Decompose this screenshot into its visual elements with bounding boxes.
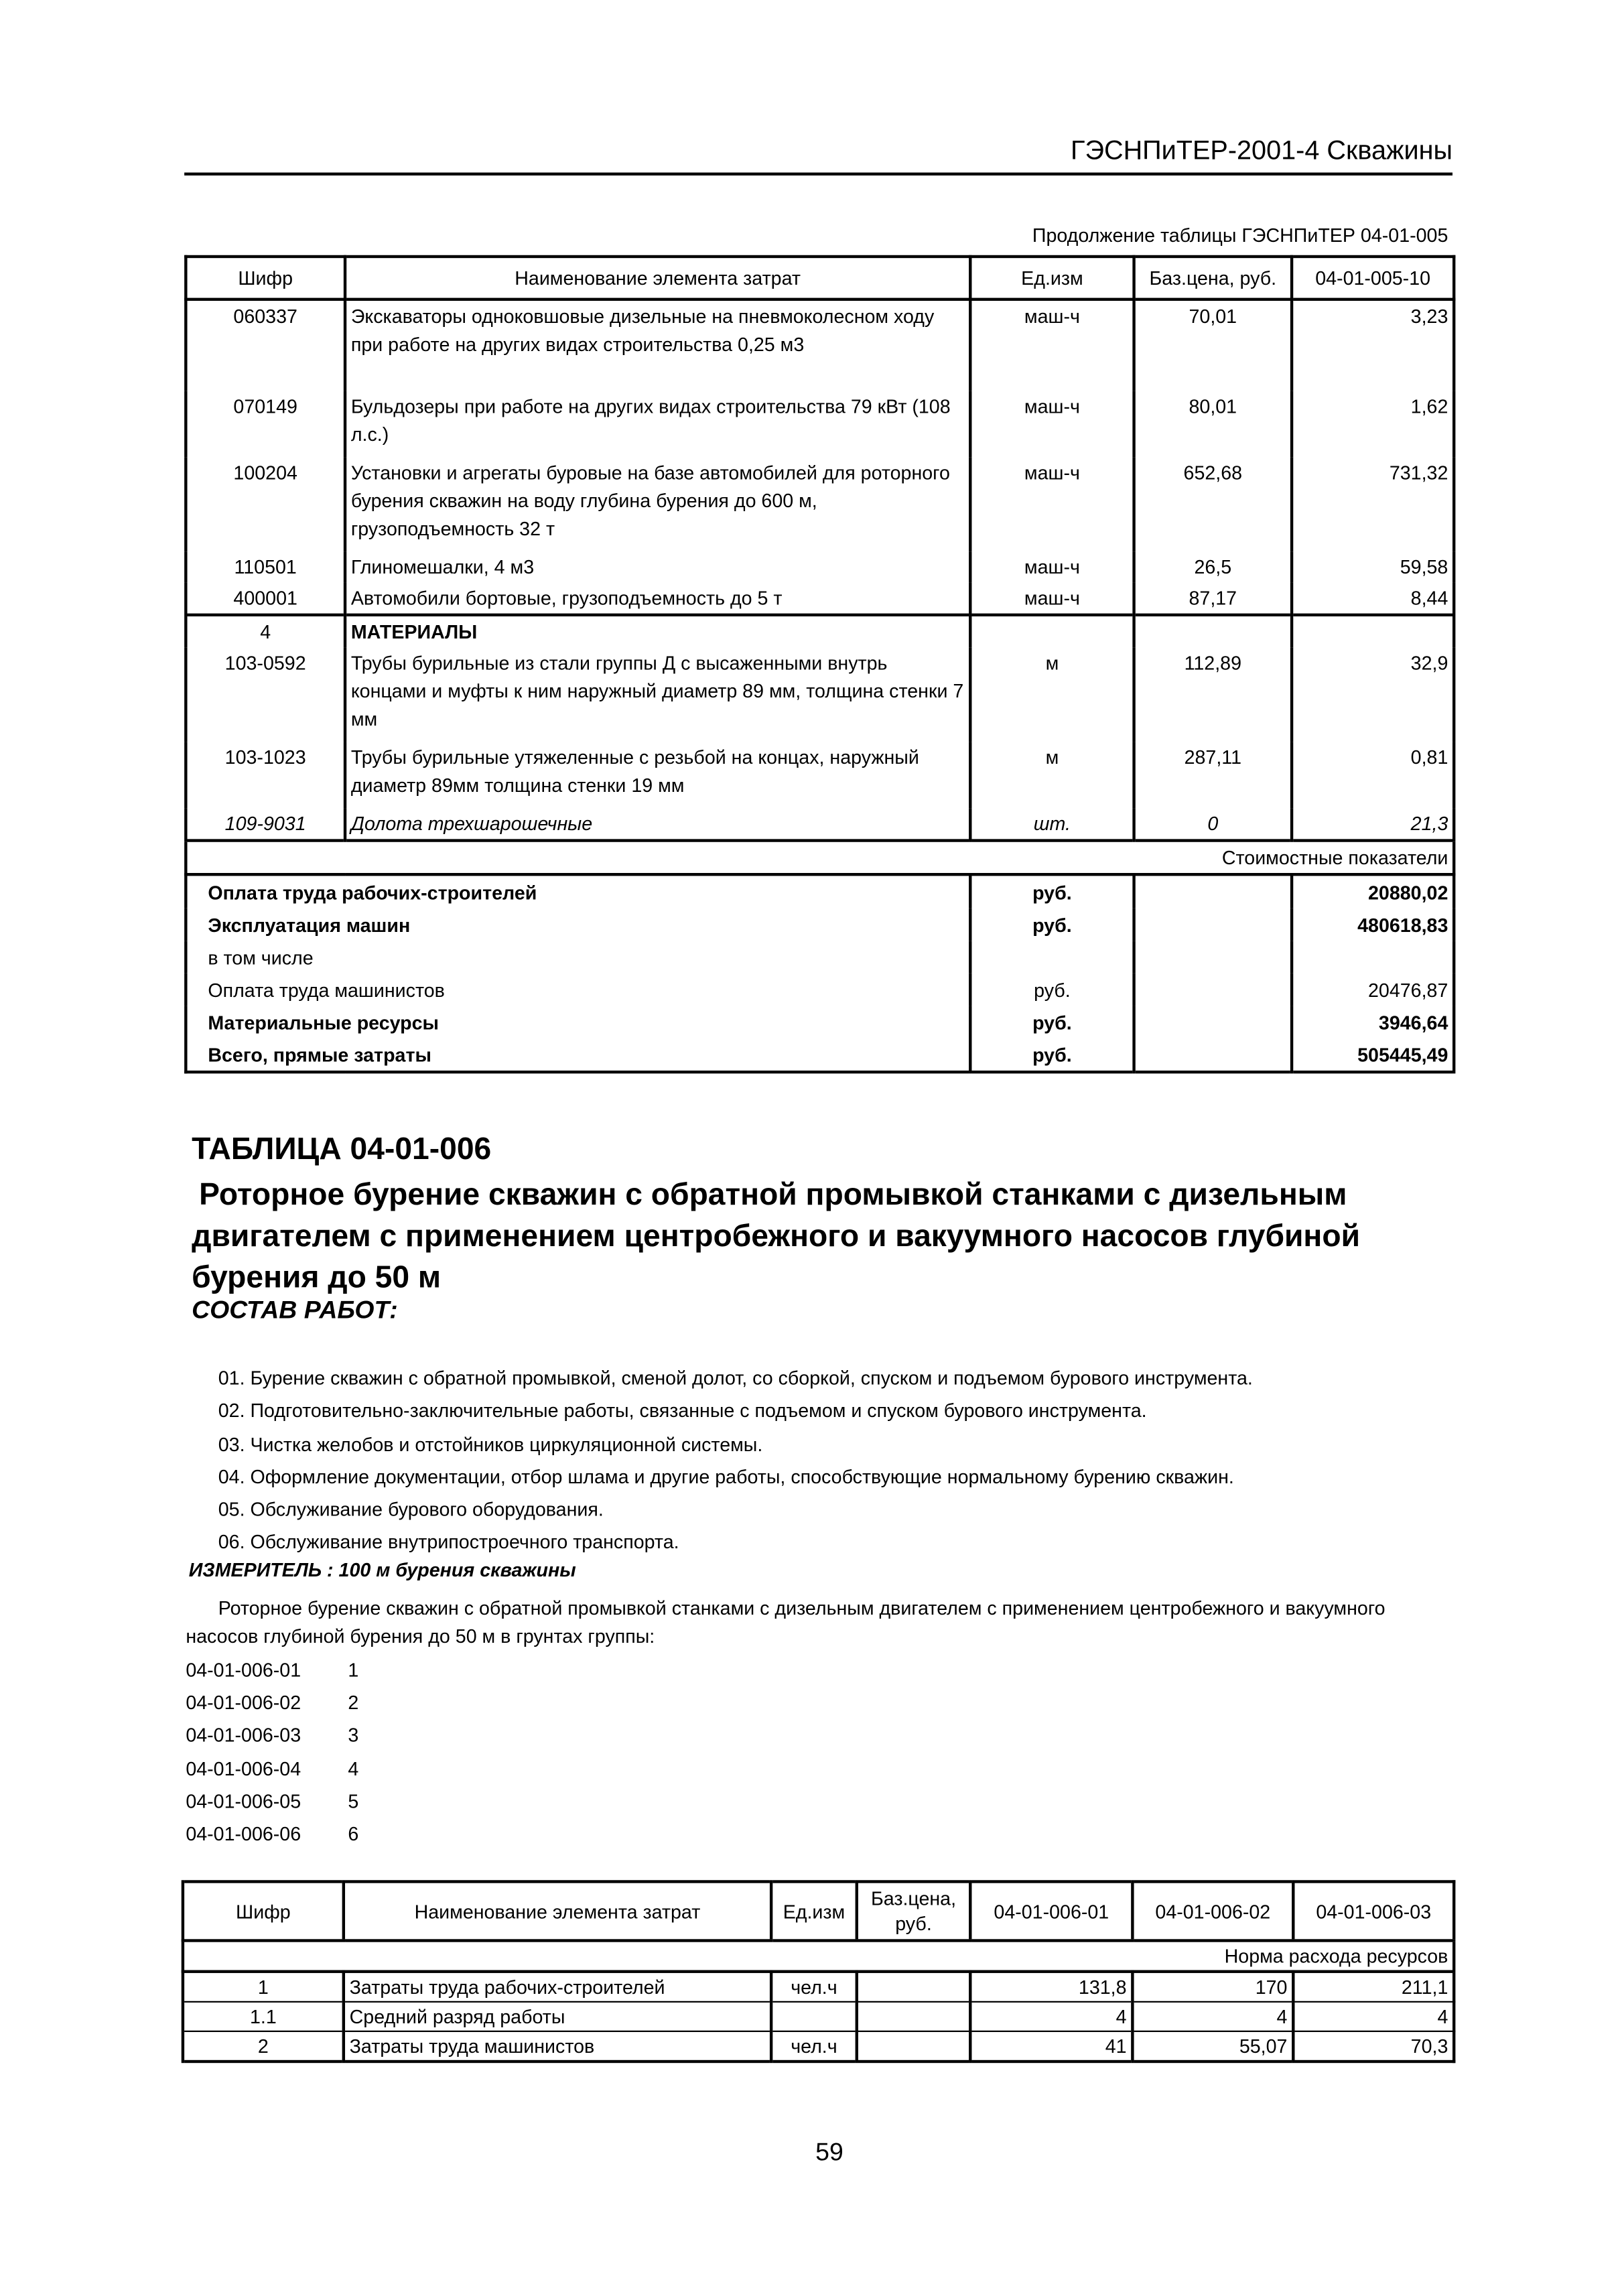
price-cell: 70,01 — [1134, 299, 1292, 391]
summary-price — [1134, 874, 1292, 908]
value-cell: 131,8 — [970, 1972, 1132, 2002]
resource-table-04-01-005 — [184, 255, 1455, 1074]
code-number: 04-01-006-05 — [186, 1789, 301, 1812]
summary-price — [1134, 908, 1292, 941]
summary-value: 480618,83 — [1292, 908, 1454, 941]
name-cell: Трубы бурильные утяжеленные с резьбой на концах, наружный диаметр 89мм толщина стенки 19 мм — [345, 742, 970, 808]
table-row — [186, 647, 1454, 742]
work-item: 01. Бурение скважин с обратной промывкой, сменой долот, со сборкой, спуском и подъемом бурового инструмента. — [218, 1367, 1253, 1390]
value-cell: 0,81 — [1292, 742, 1454, 808]
code-cell: 110501 — [186, 551, 345, 582]
summary-label: Оплата труда рабочих-строителей — [208, 882, 537, 904]
value-cell: 32,9 — [1292, 647, 1454, 742]
name-cell: МАТЕРИАЛЫ — [345, 615, 970, 647]
soil-group: 4 — [348, 1757, 359, 1779]
column-header: Шифр — [183, 1881, 344, 1940]
table-row — [186, 582, 1454, 614]
code-cell: 109-9031 — [186, 808, 345, 840]
header-rule — [184, 173, 1452, 176]
code-cell: 1 — [183, 1972, 344, 2002]
unit-cell — [970, 615, 1134, 647]
name-cell: Долота трехшарошечные — [345, 808, 970, 840]
unit-cell: маш-ч — [970, 457, 1134, 551]
summary-unit: руб. — [970, 1038, 1134, 1073]
table-row — [186, 391, 1454, 457]
works-list — [218, 1363, 1253, 1560]
value-cell: 4 — [1293, 2002, 1454, 2031]
summary-unit: руб. — [970, 1006, 1134, 1038]
column-header: 04-01-006-01 — [970, 1881, 1132, 1940]
table-row — [186, 808, 1454, 840]
value-cell: 4 — [970, 2002, 1132, 2031]
price-cell: 0 — [1134, 808, 1292, 840]
summary-price — [1134, 941, 1292, 973]
header-row — [186, 257, 1454, 299]
table-row — [186, 742, 1454, 808]
column-header: Шифр — [186, 257, 345, 299]
unit-cell: шт. — [970, 808, 1134, 840]
code-item — [186, 1720, 358, 1753]
summary-row — [186, 874, 1454, 908]
code-number: 04-01-006-01 — [186, 1659, 301, 1682]
value-cell: 4 — [1132, 2002, 1293, 2031]
name-cell: Экскаваторы одноковшовые дизельные на пневмоколесном ходу при работе на других видах строительства 0,25 м3 — [345, 299, 970, 391]
column-header: Наименование элемента затрат — [344, 1881, 771, 1940]
work-item: 05. Обслуживание бурового оборудования. — [218, 1498, 604, 1521]
value-cell: 70,3 — [1293, 2031, 1454, 2062]
price-cell — [857, 1972, 970, 2002]
price-cell — [857, 2002, 970, 2031]
column-header: Баз.цена, руб. — [1134, 257, 1292, 299]
code-number: 04-01-006-03 — [186, 1724, 301, 1747]
price-cell: 112,89 — [1134, 647, 1292, 742]
name-cell: Бульдозеры при работе на других видах строительства 79 кВт (108 л.с.) — [345, 391, 970, 457]
summary-price — [1134, 1038, 1292, 1073]
value-cell: 3,23 — [1292, 299, 1454, 391]
soil-group: 6 — [348, 1822, 359, 1845]
name-cell: Глиномешалки, 4 м3 — [345, 551, 970, 582]
description-paragraph: Роторное бурение скважин с обратной промывкой станками с дизельным двигателем с применением центробежного и вакуумного насосов глубиной бурения до 50 м в грунтах группы: — [186, 1597, 1386, 1647]
unit-cell: м — [970, 742, 1134, 808]
unit-cell: м — [970, 647, 1134, 742]
name-cell: Автомобили бортовые, грузоподъемность до 5 т — [345, 582, 970, 614]
column-header: 04-01-005-10 — [1292, 257, 1454, 299]
price-cell — [1134, 615, 1292, 647]
cost-header-row — [186, 841, 1454, 875]
summary-unit: руб. — [970, 973, 1134, 1006]
soil-group: 3 — [348, 1724, 359, 1747]
resource-table-04-01-006 — [182, 1880, 1456, 2063]
unit-cell: маш-ч — [970, 551, 1134, 582]
code-cell: 1.1 — [183, 2002, 344, 2031]
name-cell: Трубы бурильные из стали группы Д с высаженными внутрь концами и муфты к ним наружный диаметр 89 мм, толщина стенки 7 мм — [345, 647, 970, 742]
value-cell: 1,62 — [1292, 391, 1454, 457]
code-item — [186, 1655, 358, 1688]
column-header: Наименование элемента затрат — [345, 257, 970, 299]
summary-row — [186, 1038, 1454, 1073]
price-cell: 80,01 — [1134, 391, 1292, 457]
soil-group: 5 — [348, 1789, 359, 1812]
price-cell: 26,5 — [1134, 551, 1292, 582]
name-cell: Затраты труда машинистов — [344, 2031, 771, 2062]
table-row — [183, 1972, 1454, 2002]
code-cell: 100204 — [186, 457, 345, 551]
code-item — [186, 1753, 358, 1785]
table-row — [186, 299, 1454, 391]
name-cell: Установки и агрегаты буровые на базе автомобилей для роторного бурения скважин на воду глубина бурения до 600 м, грузоподъемность 32 т — [345, 457, 970, 551]
code-item — [186, 1687, 358, 1720]
price-cell: 87,17 — [1134, 582, 1292, 614]
unit-cell — [771, 2002, 857, 2031]
code-cell: 070149 — [186, 391, 345, 457]
header-row — [183, 1881, 1454, 1940]
work-item: 06. Обслуживание внутрипостроечного транспорта. — [218, 1531, 679, 1554]
summary-unit — [970, 941, 1134, 973]
unit-cell: чел.ч — [771, 2031, 857, 2062]
norm-header: Норма расхода ресурсов — [183, 1941, 1454, 1972]
table-continuation-caption: Продолжение таблицы ГЭСНПиТЕР 04-01-005 — [1032, 224, 1448, 247]
summary-row — [186, 941, 1454, 973]
code-cell: 2 — [183, 2031, 344, 2062]
norm-header-row — [183, 1941, 1454, 1972]
meter-label: ИЗМЕРИТЕЛЬ : 100 м бурения скважины — [188, 1558, 576, 1581]
value-cell: 731,32 — [1292, 457, 1454, 551]
value-cell: 8,44 — [1292, 582, 1454, 614]
summary-label: в том числе — [208, 947, 314, 969]
table-row — [186, 551, 1454, 582]
code-item — [186, 1785, 358, 1818]
unit-cell: чел.ч — [771, 1972, 857, 2002]
works-heading: СОСТАВ РАБОТ: — [192, 1296, 398, 1325]
unit-cell: маш-ч — [970, 299, 1134, 391]
unit-cell: маш-ч — [970, 582, 1134, 614]
summary-value: 3946,64 — [1292, 1006, 1454, 1038]
work-item: 02. Подготовительно-заключительные работы, связанные с подъемом и спуском бурового инструмента. — [218, 1400, 1147, 1422]
code-cell: 103-0592 — [186, 647, 345, 742]
table-row — [186, 615, 1454, 647]
column-header: Ед.изм — [771, 1881, 857, 1940]
code-cell: 4 — [186, 615, 345, 647]
code-cell: 103-1023 — [186, 742, 345, 808]
value-cell: 170 — [1132, 1972, 1293, 2002]
unit-cell: маш-ч — [970, 391, 1134, 457]
summary-row — [186, 908, 1454, 941]
summary-value: 20476,87 — [1292, 973, 1454, 1006]
code-cell: 400001 — [186, 582, 345, 614]
codes-list — [186, 1655, 358, 1851]
summary-value — [1292, 941, 1454, 973]
code-item — [186, 1818, 358, 1851]
table-subtitle: Роторное бурение скважин с обратной промывкой станками с дизельным двигателем с применением центробежного и вакуумного насосов глубиной бурения до 50 м — [192, 1178, 1361, 1295]
code-number: 04-01-006-04 — [186, 1757, 301, 1779]
summary-label: Оплата труда машинистов — [208, 979, 445, 1002]
value-cell: 41 — [970, 2031, 1132, 2062]
table-row — [183, 2031, 1454, 2062]
column-header: Ед.изм — [970, 257, 1134, 299]
summary-label: Материальные ресурсы — [208, 1011, 440, 1034]
value-cell — [1292, 615, 1454, 647]
price-cell: 652,68 — [1134, 457, 1292, 551]
name-cell: Средний разряд работы — [344, 2002, 771, 2031]
table-row — [183, 2002, 1454, 2031]
table-title: ТАБЛИЦА 04-01-006 — [192, 1132, 492, 1166]
running-header: ГЭСНПиТЕР-2001-4 Скважины — [1071, 135, 1452, 165]
soil-group: 2 — [348, 1691, 359, 1714]
value-cell: 21,3 — [1292, 808, 1454, 840]
summary-label: Всего, прямые затраты — [208, 1044, 431, 1067]
work-item: 04. Оформление документации, отбор шлама и другие работы, способствующие нормальному бурению скважин. — [218, 1465, 1234, 1488]
summary-value: 20880,02 — [1292, 874, 1454, 908]
table-row — [186, 457, 1454, 551]
value-cell: 59,58 — [1292, 551, 1454, 582]
summary-row — [186, 973, 1454, 1006]
soil-group: 1 — [348, 1659, 359, 1682]
column-header: Баз.цена, руб. — [857, 1881, 970, 1940]
column-header: 04-01-006-02 — [1132, 1881, 1293, 1940]
summary-value: 505445,49 — [1292, 1038, 1454, 1073]
cost-header: Стоимостные показатели — [186, 841, 1454, 875]
summary-price — [1134, 973, 1292, 1006]
code-number: 04-01-006-06 — [186, 1822, 301, 1845]
name-cell: Затраты труда рабочих-строителей — [344, 1972, 771, 2002]
summary-unit: руб. — [970, 874, 1134, 908]
code-cell: 060337 — [186, 299, 345, 391]
summary-price — [1134, 1006, 1292, 1038]
code-number: 04-01-006-02 — [186, 1691, 301, 1714]
column-header: 04-01-006-03 — [1293, 1881, 1454, 1940]
value-cell: 55,07 — [1132, 2031, 1293, 2062]
summary-row — [186, 1006, 1454, 1038]
summary-label: Эксплуатация машин — [208, 914, 411, 937]
price-cell — [857, 2031, 970, 2062]
summary-unit: руб. — [970, 908, 1134, 941]
value-cell: 211,1 — [1293, 1972, 1454, 2002]
work-item: 03. Чистка желобов и отстойников циркуляционной системы. — [218, 1432, 763, 1455]
price-cell: 287,11 — [1134, 742, 1292, 808]
page-number: 59 — [815, 2138, 843, 2167]
